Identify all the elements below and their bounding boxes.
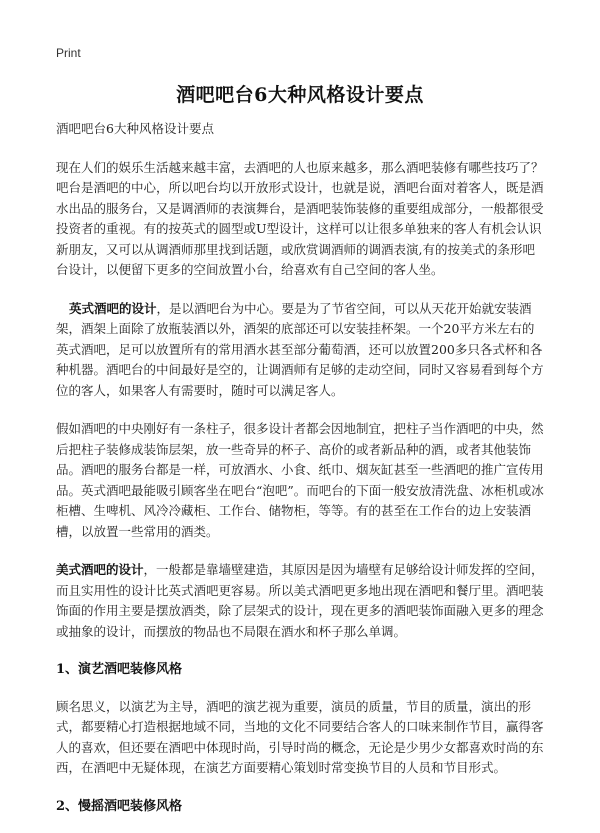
intro-paragraph: 现在人们的娱乐生活越来越丰富，去酒吧的人也原来越多，那么酒吧装修有哪些技巧了？吧台是酒吧的中心，所以吧台均以开放形式设计，也就是说，酒吧台面对着客人，既是酒水出品的服务台，又是调酒师的表演舞台，是酒吧装饰装修的重要组成部分，一般都很受投资者的重视。有的按英式的圆型或U型设计，这样可以让很多单独来的客人有机会认识新朋友，又可以从调酒师那里找到话题，或欣赏调酒师的调酒表演,有的按美式的条形吧台设计，以便留下更多的空间放置小台，给喜欢有自己空间的客人坐。 [56, 159, 544, 277]
english-bar-text: ，是以酒吧台为中心。要是为了节省空间，可以从天花开始就安装酒架，酒架上面除了放瓶装酒以外，酒架的底部还可以安装挂杯架。一个20平方米左右的英式酒吧，足可以放置所有的常用酒水甚至部分葡萄酒，还可以放置200多只各式杯和各种机器。酒吧台的中间最好是空的，让调酒师有足够的走动空间，同时又容易看到每个方位的客人，如果客人有需要时，随时可以满足客人。 [56, 300, 544, 398]
english-bar-lead: 英式酒吧的设计 [69, 300, 157, 316]
article-body [56, 119, 546, 833]
print-link[interactable]: Print [56, 46, 81, 60]
pillar-paragraph: 假如酒吧的中央刚好有一条柱子，很多设计者都会因地制宜，把柱子当作酒吧的中央，然后把柱子装修成装饰层架，放一些奇异的杯子、高价的或者新品种的酒，或者其他装饰品。酒吧的服务台都是一样，可放酒水、小食、纸巾、烟灰缸甚至一些酒吧的推广宣传用品。英式酒吧最能吸引顾客坐在吧台“泡吧”。而吧台的下面一般安放清洗盘、冰柜机或冰柜槽、生啤机、风冷冷藏柜、工作台、储物柜，等等。有的甚至在工作台的边上安装酒槽，以放置一些常用的酒类。 [56, 421, 544, 539]
american-bar-text: ，一般都是靠墙壁建造，其原因是因为墙壁有足够给设计师发挥的空间，而且实用性的设计比英式酒吧更容易。所以美式酒吧更多地出现在酒吧和餐厅里。酒吧装饰面的作用主要是摆放酒类，除了层架式的设计，现在更多的酒吧装饰面融入更多的理念或抽象的设计，而摆放的物品也不局限在酒水和杯子那么单调。 [56, 562, 544, 639]
article-subtitle: 酒吧吧台6大种风格设计要点 [56, 121, 214, 136]
performance-paragraph: 顾名思义，以演艺为主导，酒吧的演艺视为重要，演员的质量，节目的质量，演出的形式，都要精心打造根据地域不同，当地的文化不同要结合客人的口味来制作节目，赢得客人的喜欢，但还要在酒吧中体现时尚，引导时尚的概念，无论是少男少女都喜欢时尚的东西，在酒吧中无疑体现，在演艺方面要精心策划时常变换节目的人员和节目形式。 [56, 698, 544, 775]
page-title: 酒吧吧台6大种风格设计要点 [176, 84, 424, 106]
section-heading-slow-rock: 2、慢摇酒吧装修风格 [56, 798, 183, 814]
american-bar-paragraph [56, 560, 546, 642]
section-heading-performance: 1、演艺酒吧装修风格 [56, 662, 183, 677]
american-bar-lead: 美式酒吧的设计 [56, 562, 144, 577]
english-bar-paragraph [56, 299, 546, 402]
